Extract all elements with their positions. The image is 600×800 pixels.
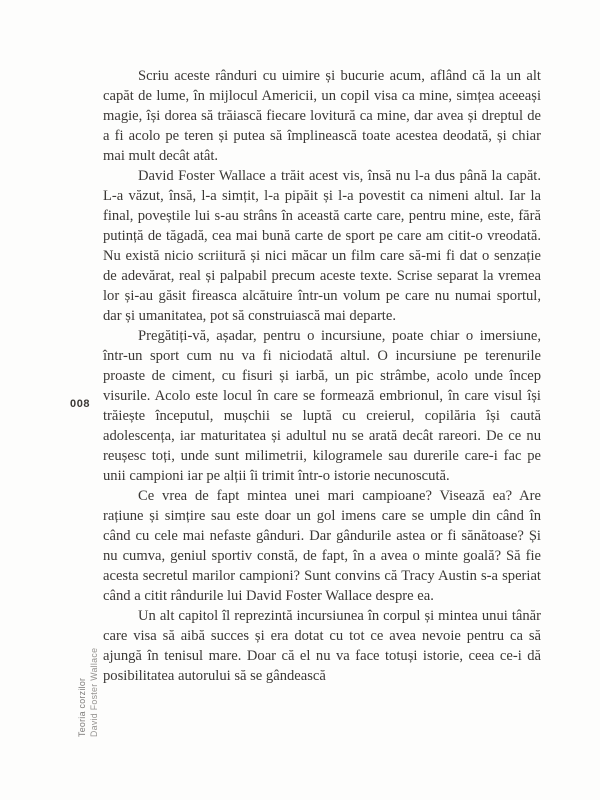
book-author: David Foster Wallace [88,647,99,737]
body-paragraph: Pregătiți-vă, așadar, pentru o incursiune, poate chiar o imersiune, într-un sport cum nu va fi niciodată altul. O incursiune pe terenurile proaste de ciment, cu fisuri și iarbă, un pic strâmbe, acolo unde încep visurile. Acolo este locul în care se formează embrionul, în care visul își trăiește începutul, mușchii se luptă cu creierul, copilăria își caută adolescența, iar maturitatea și adultul nu se arată decât rareori. De ce nu reușesc toți, unde sunt milimetrii, kilogramele sau durerile care-i fac pe unii campioni iar pe alții îi trimit într-o istorie necunoscută. [103,328,541,484]
body-paragraph: Scriu aceste rânduri cu uimire și bucurie acum, aflând că la un alt capăt de lume, în mijlocul Americii, un copil visa ca mine, simțea aceeași magie, își dorea să trăiască fiecare lovitură ca mine, dar avea și dreptul de a fi acolo pe teren și putea să împlinească toate acestea deodată, și chiar mai mult decât atât. [103,68,541,164]
book-title: Teoria corzilor [77,677,87,737]
body-paragraph: Ce vrea de fapt mintea unei mari campioane? Visează ea? Are rațiune și simțire sau este doar un gol imens care se umple din când în când cu cele mai nefaste gânduri. Dar gândurile astea or fi sănătoase? Și nu cumva, geniul sportiv constă, de fapt, în a avea o minte goală? Să fie acesta secretul marilor campioni? Sunt convins că Tracy Austin s-a speriat când a citit rândurile lui David Foster Wallace despre ea. [103,488,541,604]
text-column [103,66,541,686]
spine-text [77,648,100,737]
body-paragraph: David Foster Wallace a trăit acest vis, însă nu l-a dus până la capăt. L-a văzut, însă, l-a simțit, l-a pipăit și l-a povestit ca nimeni altul. Iar la final, poveștile lui s-au strâns în această carte care, pentru mine, este, fără putință de tăgadă, cea mai bună carte de sport pe care am citit-o vreodată. Nu există nicio scriitură și nici măcar un film care să-mi fi dat o senzație de adevărat, real și palpabil precum aceste texte. Scrise separat la vremea lor și-au găsit fireasca alcătuire într-un volum pe care nu numai sportul, dar și umanitatea, pot să construiască mai departe. [103,168,541,324]
page-number: 008 [70,398,91,410]
body-paragraph: Un alt capitol îl reprezintă incursiunea în corpul și mintea unui tânăr care visa să aibă succes și era dotat cu tot ce avea nevoie pentru ca să ajungă în tenisul mare. Doar că el nu va face totuși istorie, ceea ce-i dă posibilitatea autorului să se gândească [103,608,541,684]
